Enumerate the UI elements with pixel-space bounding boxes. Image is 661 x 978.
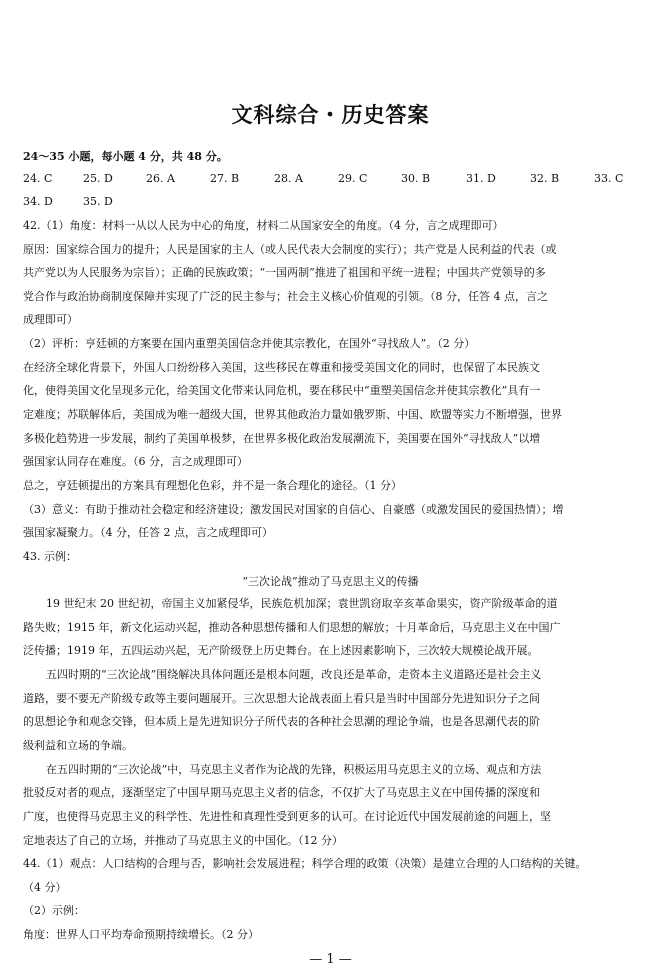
q42-part2-line: 定难度；苏联解体后，美国成为唯一超级大国，世界其他政治力量如俄罗斯、中国、欧盟等实力不断增强，世界 (23, 408, 562, 421)
answer-row-2 (23, 195, 643, 208)
q42-reason-line: 成理即可） (23, 313, 78, 326)
answer-33: 33. C (594, 172, 624, 185)
q43-paragraph-line: 五四时期的“三次论战”围绕解决具体问题还是根本问题，改良还是革命，走资本主义道路还是社会主义 (46, 668, 542, 681)
q42-part2-line: 强国家认同存在难度。（6 分，言之成理即可） (23, 455, 248, 468)
q43-paragraph-line: 广度，也使得马克思主义的科学性、先进性和真理性受到更多的认可。在讨论近代中国发展前途的问题上，坚 (23, 810, 551, 823)
q43-paragraph-line: 批驳反对者的观点，逐渐坚定了中国早期马克思主义者的信念，不仅扩大了马克思主义在中国传播的深度和 (23, 786, 540, 799)
q43-essay-title: “三次论战”推动了马克思主义的传播 (242, 575, 419, 588)
q42-part2-line: 总之，亨廷顿提出的方案具有理想化色彩，并不是一条合理化的途径。（1 分） (23, 479, 402, 492)
q43-paragraph-line: 道路，要不要无产阶级专政等主要问题展开。三次思想大论战表面上看只是当时中国部分先进知识分子之间 (23, 692, 540, 705)
q43-label: 43. 示例： (23, 550, 77, 563)
answer-34: 34. D (23, 195, 53, 208)
q42-reason-line: 党合作与政治协商制度保障并实现了广泛的民主参与；社会主义核心价值观的引领。（8 分，任答 4 点，言之 (23, 290, 548, 303)
mc-header: 24～35 小题，每小题 4 分，共 48 分。 (23, 150, 228, 163)
q44-part2-line: （2）示例： (23, 904, 85, 917)
q43-paragraph-line: 19 世纪末 20 世纪初，帝国主义加紧侵华，民族危机加深；袁世凯窃取辛亥革命果实，资产阶级革命的道 (46, 597, 558, 610)
q43-paragraph-line: 定地表达了自己的立场，并推动了马克思主义的中国化。（12 分） (23, 834, 343, 847)
q43-paragraph-line: 在五四时期的“三次论战”中，马克思主义者作为论战的先锋，积极运用马克思主义的立场、观点和方法 (46, 763, 542, 776)
page-title: 文科综合・历史答案 (231, 103, 430, 127)
answer-25: 25. D (83, 172, 113, 185)
q44-part1-line: 44.（1）观点：人口结构的合理与否，影响社会发展进程；科学合理的政策（决策）是建立合理的人口结构的关键。 (23, 857, 587, 870)
answer-30: 30. B (401, 172, 431, 185)
answer-row-1 (23, 172, 643, 185)
answer-28: 28. A (274, 172, 303, 185)
q43-paragraph-line: 路失败；1915 年，新文化运动兴起，推动各种思想传播和人们思想的解放；十月革命后，马克思主义在中国广 (23, 621, 561, 634)
q42-part2-line: 在经济全球化背景下，外国人口纷纷移入美国，这些移民在尊重和接受美国文化的同时，也保留了本民族文 (23, 361, 540, 374)
answer-31: 31. D (466, 172, 496, 185)
q42-part3-line: （3）意义：有助于推动社会稳定和经济建设；激发国民对国家的自信心、自豪感（或激发国民的爱国热情）；增 (23, 503, 564, 516)
answer-24: 24. C (23, 172, 53, 185)
answer-29: 29. C (338, 172, 368, 185)
q42-part1: 42.（1）角度：材料一从以人民为中心的角度，材料二从国家安全的角度。（4 分，言之成理即可） (23, 219, 504, 232)
page-number: — 1 — (309, 952, 352, 967)
q43-paragraph-line: 泛传播；1919 年，五四运动兴起，无产阶级登上历史舞台。在上述因素影响下，三次较大规模论战开展。 (23, 644, 539, 657)
q43-paragraph-line: 级利益和立场的争端。 (23, 739, 133, 752)
answer-32: 32. B (530, 172, 560, 185)
q43-paragraph-line: 的思想论争和观念交锋，但本质上是先进知识分子所代表的各种社会思潮的理论争端，也是各思潮代表的阶 (23, 715, 540, 728)
q42-reason-line: 共产党以为人民服务为宗旨）；正确的民族政策；“一国两制”推进了祖国和平统一进程；中国共产党领导的多 (23, 266, 546, 279)
answer-26: 26. A (146, 172, 175, 185)
q44-part1-line: （4 分） (23, 881, 67, 894)
q42-part2-line: 多极化趋势进一步发展，制约了美国单极梦，在世界多极化政治发展潮流下，美国要在国外“寻找敌人”以增 (23, 432, 541, 445)
q42-part2-line: 化，使得美国文化呈现多元化，给美国文化带来认同危机，要在移民中“重塑美国信念并使其宗教化”具有一 (23, 384, 541, 397)
answer-35: 35. D (83, 195, 113, 208)
q42-part3-line: 强国家凝聚力。（4 分，任答 2 点，言之成理即可） (23, 526, 273, 539)
q42-part2-line: （2）评析：亨廷顿的方案要在国内重塑美国信念并使其宗教化，在国外“寻找敌人”。（2 分） (23, 337, 476, 350)
q42-reason-line: 原因：国家综合国力的提升；人民是国家的主人（或人民代表大会制度的实行）；共产党是人民利益的代表（或 (23, 243, 557, 256)
q44-part2-line: 角度：世界人口平均寿命预期持续增长。（2 分） (23, 928, 259, 941)
answer-27: 27. B (210, 172, 240, 185)
